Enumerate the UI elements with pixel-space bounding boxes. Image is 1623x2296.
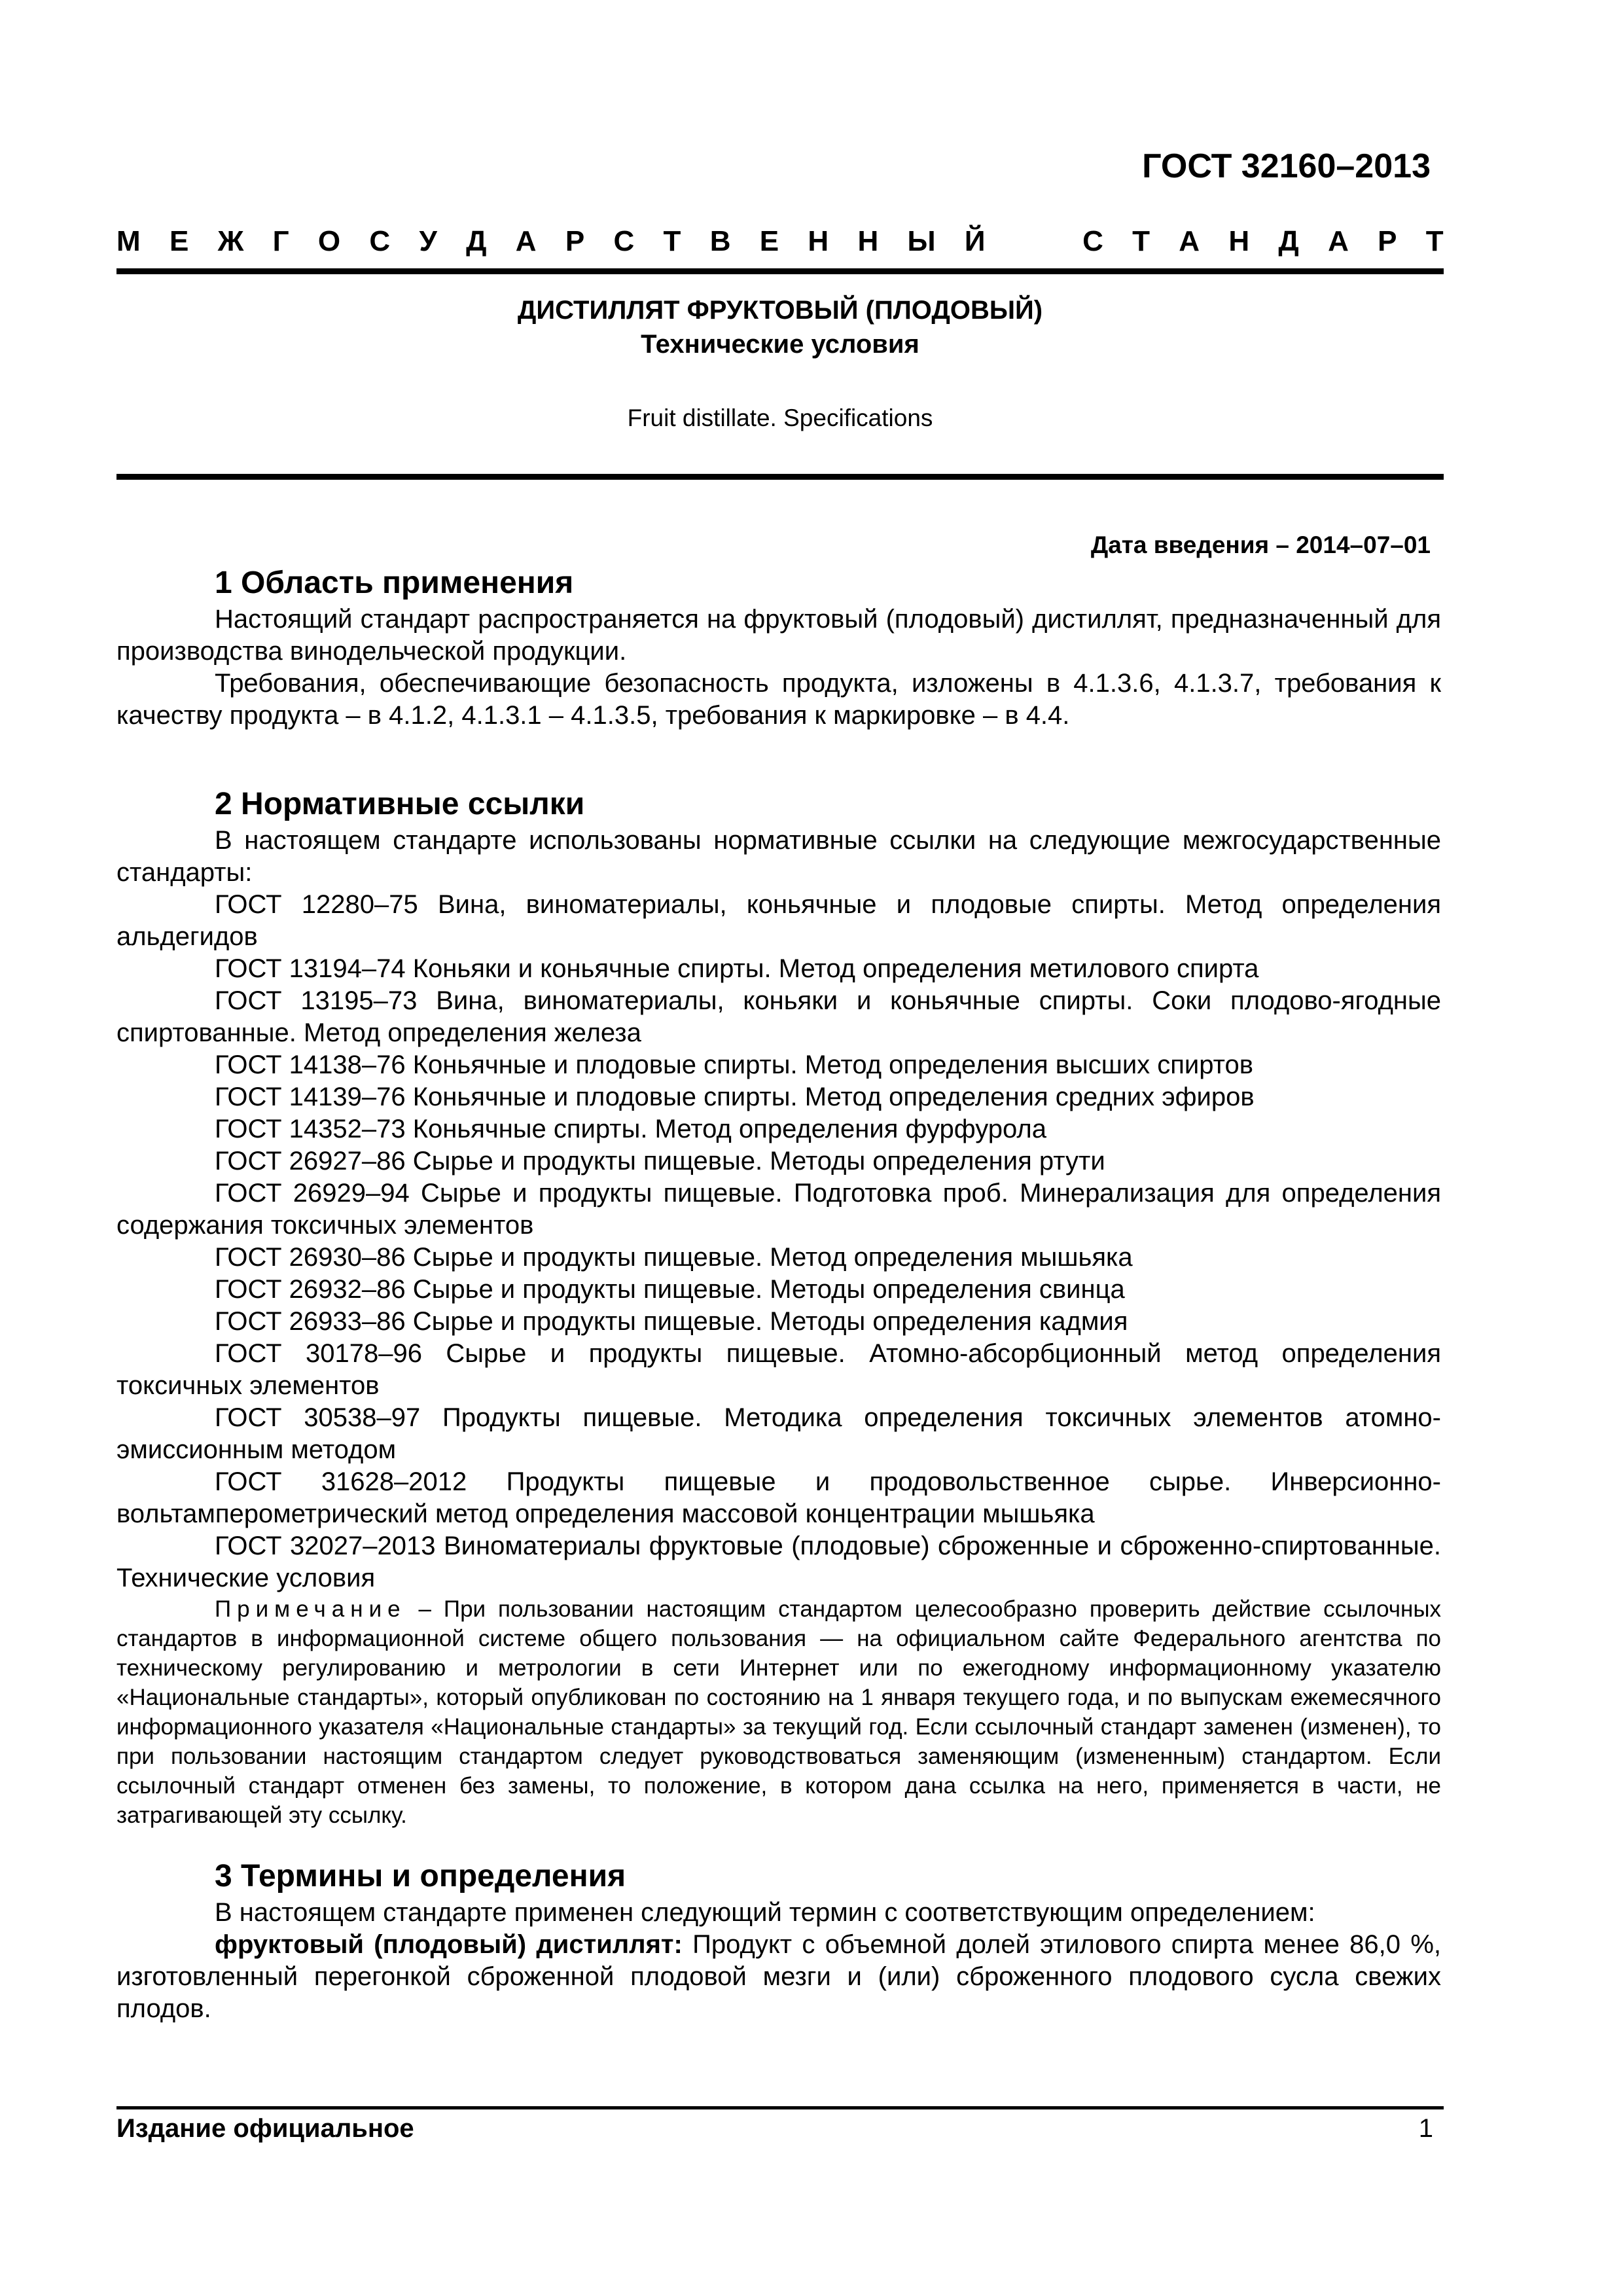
paragraph: Настоящий стандарт распространяется на фруктовый (плодовый) дистиллят, предназначенный для производства винодельческой продукции. bbox=[116, 605, 1441, 666]
reference-item: ГОСТ 13195–73 Вина, виноматериалы, коньяки и коньячные спирты. Соки плодово-ягодные спиртованные. Метод определения железа bbox=[116, 986, 1441, 1047]
term-definition bbox=[116, 1929, 1441, 2025]
category-letter: А bbox=[1328, 225, 1349, 257]
standard-category-heading bbox=[116, 225, 1444, 258]
reference-item: ГОСТ 26933–86 Сырье и продукты пищевые. Методы определения кадмия bbox=[215, 1307, 1128, 1336]
category-letter: С bbox=[369, 225, 391, 257]
category-letter: Н bbox=[1228, 225, 1250, 257]
category-letter: Г bbox=[272, 225, 289, 257]
footer-divider bbox=[116, 2106, 1444, 2109]
paragraph: Требования, обеспечивающие безопасность продукта, изложены в 4.1.3.6, 4.1.3.7, требования к качеству продукта – в 4.1.2, 4.1.3.1 – 4.1.3.5, требования к маркировке – в 4.4. bbox=[116, 669, 1441, 730]
category-letter: А bbox=[1179, 225, 1200, 257]
reference-item: ГОСТ 12280–75 Вина, виноматериалы, коньячные и плодовые спирты. Метод определения альдегидов bbox=[116, 890, 1441, 951]
note-text: – При пользовании настоящим стандартом целесообразно проверить действие ссылочных стандартов в информационной системе общего пользования — на официальном сайте Федерального агентства по техническому регулированию и метрологии в сети Интернет или по ежегодному информационному указателю «Национальные стандарты», который опубликован по состоянию на 1 января текущего года, и по выпускам ежемесячного информационного указателя «Национальные стандарты» за текущий год. Если ссылочный стандарт заменен (изменен), то при пользовании настоящим стандартом следует руководствоваться заменяющим (измененным) стандартом. Если ссылочный стандарт отменен без замены, то положение, в котором дана ссылка на него, применяется в части, не затрагивающей эту ссылку. bbox=[116, 1596, 1441, 1828]
document-title-english: Fruit distillate. Specifications bbox=[627, 404, 933, 431]
reference-item: ГОСТ 32027–2013 Виноматериалы фруктовые (плодовые) сброженные и сброженно-спиртованные. Технические условия bbox=[116, 1532, 1441, 1592]
reference-item: ГОСТ 14139–76 Коньячные и плодовые спирты. Метод определения средних эфиров bbox=[215, 1083, 1255, 1111]
category-letter: Т bbox=[663, 225, 681, 257]
category-letter: У bbox=[419, 225, 437, 257]
category-letter: С bbox=[1082, 225, 1103, 257]
reference-item: ГОСТ 26929–94 Сырье и продукты пищевые. Подготовка проб. Минерализация для определения содержания токсичных элементов bbox=[116, 1179, 1441, 1240]
category-letter: А bbox=[515, 225, 537, 257]
document-title: ДИСТИЛЛЯТ ФРУКТОВЫЙ (ПЛОДОВЫЙ) bbox=[517, 296, 1043, 325]
introduction-date: Дата введения – 2014–07–01 bbox=[1090, 531, 1431, 558]
category-letter: Д bbox=[466, 225, 487, 257]
paragraph: В настоящем стандарте применен следующий термин с соответствующим определением: bbox=[215, 1898, 1315, 1927]
note bbox=[116, 1594, 1441, 1830]
category-letter: Й bbox=[964, 225, 986, 257]
category-letter: Т bbox=[1132, 225, 1150, 257]
note-label: Примечание bbox=[215, 1596, 406, 1622]
reference-item: ГОСТ 31628–2012 Продукты пищевые и продовольственное сырье. Инверсионно-вольтамперометрический метод определения массовой концентрации мышьяка bbox=[116, 1467, 1441, 1528]
definition: Продукт с объемной долей этилового спирта менее 86,0 %, изготовленный перегонкой сброженной плодовой мезги и (или) сброженного плодового сусла свежих плодов. bbox=[116, 1930, 1441, 2023]
section-heading: 1 Область применения bbox=[215, 565, 574, 600]
page-number: 1 bbox=[1418, 2114, 1433, 2143]
reference-item: ГОСТ 30178–96 Сырье и продукты пищевые. Атомно-абсорбционный метод определения токсичных элементов bbox=[116, 1339, 1441, 1400]
reference-item: ГОСТ 26927–86 Сырье и продукты пищевые. Методы определения ртути bbox=[215, 1147, 1105, 1175]
edition-label: Издание официальное bbox=[116, 2114, 414, 2143]
category-letter: Р bbox=[565, 225, 585, 257]
document-subtitle: Технические условия bbox=[641, 330, 919, 359]
reference-item: ГОСТ 26932–86 Сырье и продукты пищевые. Методы определения свинца bbox=[215, 1275, 1125, 1304]
category-letter: Н bbox=[808, 225, 829, 257]
category-letter: Н bbox=[857, 225, 879, 257]
category-letter: О bbox=[317, 225, 341, 257]
reference-item: ГОСТ 13194–74 Коньяки и коньячные спирты. Метод определения метилового спирта bbox=[215, 954, 1259, 983]
term: фруктовый (плодовый) дистиллят: bbox=[215, 1930, 683, 1959]
document-number: ГОСТ 32160–2013 bbox=[1142, 147, 1431, 185]
section-heading: 2 Нормативные ссылки bbox=[215, 787, 585, 821]
paragraph: В настоящем стандарте использованы нормативные ссылки на следующие межгосударственные стандарты: bbox=[116, 826, 1441, 887]
category-letter: Е bbox=[169, 225, 189, 257]
category-letter: Ж bbox=[217, 225, 244, 257]
title-divider bbox=[116, 474, 1444, 480]
word-gap bbox=[1014, 225, 1054, 258]
document-body bbox=[116, 563, 1441, 2025]
category-letter: В bbox=[709, 225, 731, 257]
category-letter: М bbox=[116, 225, 141, 257]
reference-item: ГОСТ 30538–97 Продукты пищевые. Методика определения токсичных элементов атомно-эмиссионным методом bbox=[116, 1403, 1441, 1464]
category-letter: Д bbox=[1278, 225, 1299, 257]
reference-item: ГОСТ 14352–73 Коньячные спирты. Метод определения фурфурола bbox=[215, 1115, 1046, 1143]
category-letter: Т bbox=[1425, 225, 1444, 257]
category-letter: Ы bbox=[907, 225, 936, 257]
reference-item: ГОСТ 14138–76 Коньячные и плодовые спирты. Метод определения высших спиртов bbox=[215, 1050, 1254, 1079]
header-divider bbox=[116, 268, 1444, 274]
category-letter: С bbox=[613, 225, 635, 257]
category-letter: Е bbox=[759, 225, 779, 257]
category-letter: Р bbox=[1378, 225, 1397, 257]
reference-item: ГОСТ 26930–86 Сырье и продукты пищевые. Метод определения мышьяка bbox=[215, 1243, 1133, 1272]
section-heading: 3 Термины и определения bbox=[215, 1859, 626, 1893]
